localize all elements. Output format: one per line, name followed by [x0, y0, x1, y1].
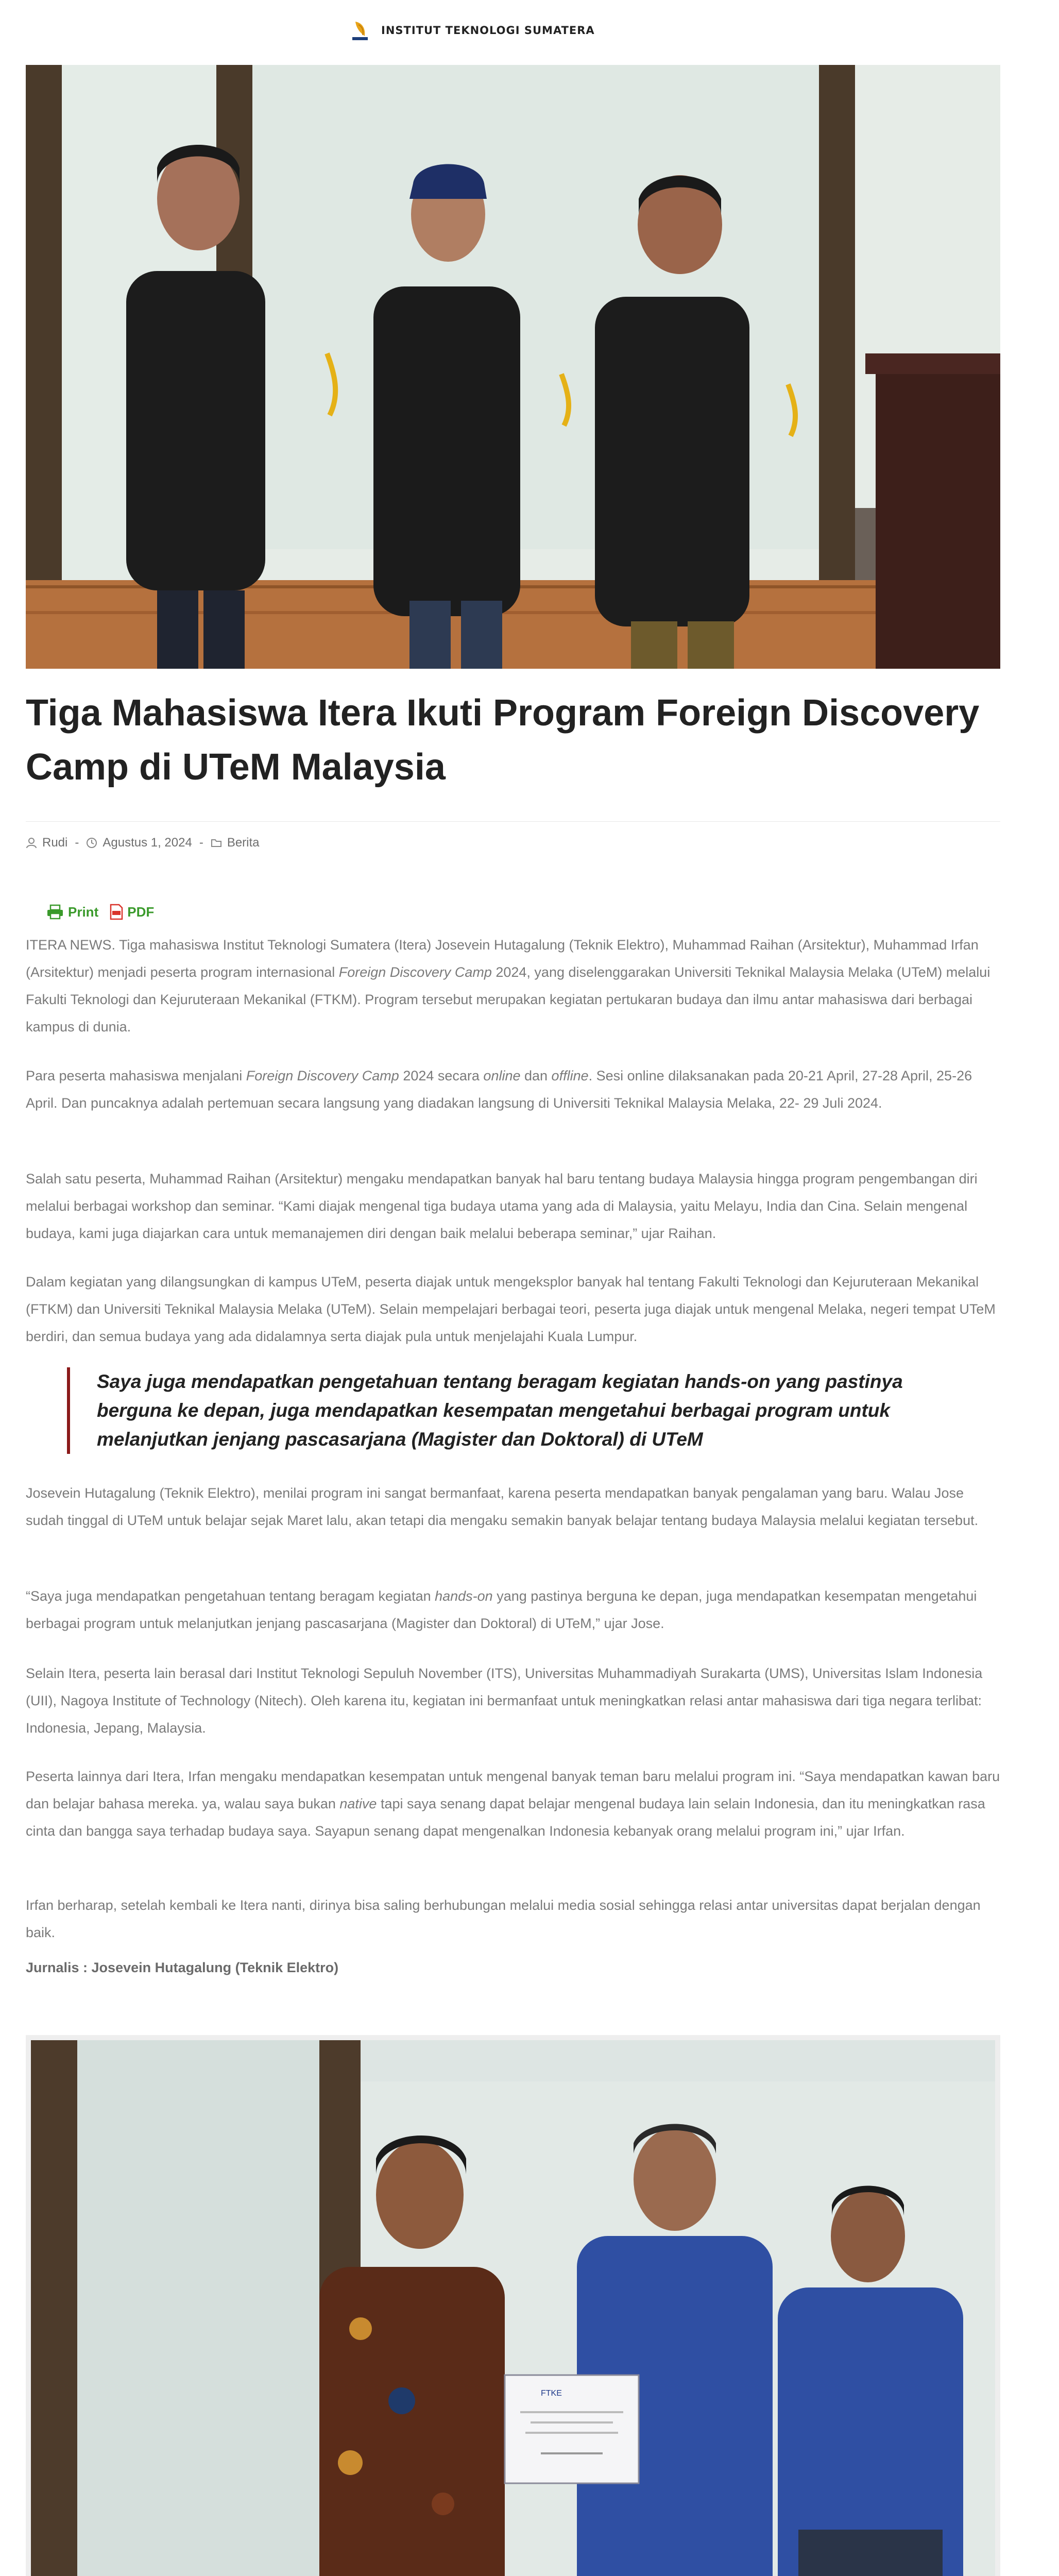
print-pdf-bar [46, 904, 154, 920]
paragraph-text: 2024 secara [399, 1068, 484, 1083]
journalist-credit: Jurnalis : Josevein Hutagalung (Teknik Elektro) [26, 1960, 339, 1975]
paragraph-emphasis: online [483, 1068, 521, 1083]
ceremony-photo [26, 2035, 1000, 2576]
paragraph-text: Para peserta mahasiswa menjalani [26, 1068, 246, 1083]
pdf-icon [110, 904, 123, 920]
paragraph-text: . Sesi online dilaksanakan pada 20-21 April, 27-28 April, 25-26 April. Dan puncaknya adalah pertemuan secara langsung yang diadakan langsung di Universiti Teknikal Malaysia Melaka, 22- 29 Juli 2024. [26, 1068, 972, 1111]
paragraph-text: ITERA NEWS. Tiga mahasiswa Institut Teknologi Sumatera (Itera) Josevein Hutagalung (Teknik Elektro), Muhammad Raihan (Arsitektur), Muhammad Irfan (Arsitektur) menjadi peserta program internasional [26, 937, 979, 980]
group-photo-icon [26, 65, 1000, 669]
post-date: Agustus 1, 2024 [103, 836, 192, 850]
itera-logo-icon [350, 19, 374, 42]
article-paragraph: Irfan berharap, setelah kembali ke Itera nanti, dirinya bisa saling berhubungan melalui media sosial sehingga relasi antar universitas dapat berjalan dengan baik. [26, 1897, 981, 1940]
meta-separator: - [199, 836, 203, 850]
paragraph-text: yang pastinya berguna ke depan, juga mendapatkan kesempatan mengetahui berbagai program untuk melanjutkan jenjang pascasarjana (Magister dan Doktoral) di UTeM,” ujar Jose. [26, 1588, 977, 1631]
clock-icon [86, 837, 97, 849]
article-paragraph [26, 1583, 1000, 1637]
paragraph-emphasis: offline [551, 1068, 589, 1083]
ceremony-photo-icon [31, 2040, 995, 2576]
paragraph-emphasis: native [339, 1796, 377, 1811]
pdf-button[interactable] [110, 904, 154, 920]
article-paragraph: Selain Itera, peserta lain berasal dari Institut Teknologi Sepuluh November (ITS), Universitas Muhammadiyah Surakarta (UMS), Universitas Islam Indonesia (UII), Nagoya Institute of Technology (Nitech). Oleh karena itu, kegiatan ini bermanfaat untuk meningkatkan relasi antar mahasiswa dari tiga negara terlibat: Indonesia, Jepang, Malaysia. [26, 1666, 983, 1736]
paragraph-text: Peserta lainnya dari Itera, Irfan mengaku mendapatkan kesempatan untuk mengenal banyak teman baru melalui program ini. “Saya mendapatkan kawan baru dan belajar bahasa mereka. ya, walau saya bukan [26, 1769, 1000, 1811]
print-label: Print [68, 904, 99, 920]
site-logo[interactable] [350, 19, 595, 42]
paragraph-emphasis: Foreign Discovery Camp [338, 964, 492, 980]
article-paragraph: Salah satu peserta, Muhammad Raihan (Arsitektur) mengaku mendapatkan banyak hal baru tentang budaya Malaysia hingga program pengembangan diri melalui berbagai workshop dan seminar. “Kami diajak mengenal tiga budaya utama yang ada di Malaysia, yaitu Melayu, India dan Cina. Selain mengenal budaya, kami juga diajarkan cara untuk memanajemen diri dengan baik melalui beberapa seminar,” ujar Raihan. [26, 1171, 978, 1241]
article-paragraph [26, 1763, 1000, 1845]
certificate-text: FTKE [541, 2389, 562, 2398]
article-paragraph: Dalam kegiatan yang dilangsungkan di kampus UTeM, peserta diajak untuk mengeksplor banyak hal tentang Fakulti Teknologi dan Kejuruteraan Mekanikal (FTKM) dan Universiti Teknikal Malaysia Melaka (UTeM). Selain mempelajari berbagai teori, peserta juga diajak untuk mengenal Melaka, negeri tempat UTeM berdiri, dan semua budaya yang ada didalamnya serta diajak pula untuk menjelajahi Kuala Lumpur. [26, 1274, 996, 1344]
author-link[interactable]: Rudi [42, 836, 68, 850]
article-paragraph [26, 1062, 1000, 1117]
article-meta [26, 836, 260, 850]
printer-icon [46, 904, 64, 920]
paragraph-text: “Saya juga mendapatkan pengetahuan tentang beragam kegiatan [26, 1588, 435, 1604]
article-paragraph: Josevein Hutagalung (Teknik Elektro), menilai program ini sangat bermanfaat, karena peserta mendapatkan banyak pengalaman yang baru. Walau Jose sudah tinggal di UTeM untuk belajar sejak Maret lalu, akan tetapi dia mengaku semakin banyak belajar tentang budaya Malaysia melalui kegiatan tersebut. [26, 1485, 979, 1528]
paragraph-emphasis: hands-on [435, 1588, 493, 1604]
print-button[interactable] [46, 904, 98, 920]
featured-photo [26, 65, 1000, 669]
pdf-label: PDF [127, 904, 155, 920]
paragraph-text: dan [520, 1068, 552, 1083]
folder-icon [211, 837, 222, 849]
paragraph-emphasis: Foreign Discovery Camp [246, 1068, 399, 1083]
pull-quote: Saya juga mendapatkan pengetahuan tentang beragam kegiatan hands-on yang pastinya berguna ke depan, juga mendapatkan kesempatan mengetahui berbagai program untuk melanjutkan jenjang pascasarjana (Magister dan Doktoral) di UTeM [67, 1367, 972, 1454]
paragraph-text: 2024, yang diselenggarakan Universiti Teknikal Malaysia Melaka (UTeM) melalui Fakulti Teknologi dan Kejuruteraan Mekanikal (FTKM). Program tersebut merupakan kegiatan pertukaran budaya dan ilmu antar mahasiswa dari berbagai kampus di dunia. [26, 964, 990, 1035]
site-logo-text: INSTITUT TEKNOLOGI SUMATERA [381, 24, 595, 37]
site-header [0, 0, 1059, 62]
category-link[interactable]: Berita [227, 836, 260, 850]
title-divider [26, 821, 1000, 822]
article-title: Tiga Mahasiswa Itera Ikuti Program Foreign Discovery Camp di UTeM Malaysia [26, 692, 980, 788]
article-paragraph [26, 931, 1000, 1041]
meta-separator: - [75, 836, 79, 850]
paragraph-text: tapi saya senang dapat belajar mengenal budaya lain selain Indonesia, dan itu meningkatkan rasa cinta dan bangga saya terhadap budaya saya. Sayapun senang dapat mengenalkan Indonesia kebanyak orang melalui program ini,” ujar Irfan. [26, 1796, 985, 1839]
author-icon [26, 837, 37, 849]
